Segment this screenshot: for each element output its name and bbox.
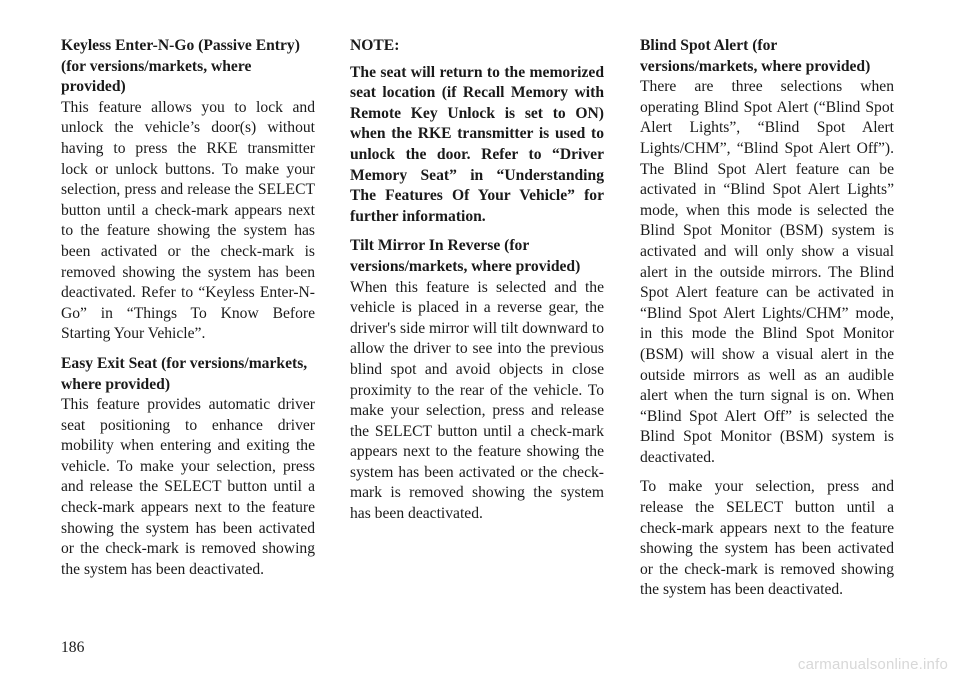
note-text: The seat will return to the memorized seat location (if Recall Memory with Remote Key Unlock is set to ON) when the RKE transmitter is used to unlock the door. Refer to “Driver Memory Seat” in “Understanding The Features Of Your Vehicle” for further information. bbox=[350, 63, 604, 225]
tilt-mirror-heading: Tilt Mirror In Reverse (for versions/markets, where provided) bbox=[350, 237, 581, 275]
page-number: 186 bbox=[61, 639, 85, 656]
watermark: carmanualsonline.info bbox=[797, 656, 948, 674]
blind-spot-alert-heading: Blind Spot Alert (for versions/markets, where provided) bbox=[640, 37, 871, 75]
tilt-mirror-body: When this feature is selected and the vehicle is placed in a reverse gear, the driver's side mirror will tilt downward to allow the driver to see into the previous blind spot and avoid objects in close proximity to the rear of the vehicle. To make your selection, press and release the SELECT button until a check-mark appears next to the feature showing the system has been activated or the check-mark is removed showing the system has been deactivated. bbox=[350, 278, 604, 523]
blind-spot-alert-body-2: To make your selection, press and release the SELECT button until a check-mark appears next to the feature showing the system has been activated or the check-mark is removed showing the system has been deactivated. bbox=[640, 478, 894, 599]
blind-spot-alert-body: There are three selections when operating Blind Spot Alert (“Blind Spot Alert Lights”, “Blind Spot Alert Lights/CHM”, “Blind Spot Alert Off”). The Blind Spot Alert feature can be activated in “Blind Spot Alert Lights” mode, when this mode is selected the Blind Spot Monitor (BSM) system is activated and will only show a visual alert in the outside mirrors. The Blind Spot Alert feature can be activated in “Blind Spot Alert Lights/CHM” mode, in this mode the Blind Spot Monitor (BSM) will show a visual alert in the outside mirrors as well as an audible alert when the turn signal is on. When “Blind Spot Alert Off” is selected the Blind Spot Monitor (BSM) system is deactivated. bbox=[640, 78, 894, 466]
keyless-enter-n-go-heading: Keyless Enter-N-Go (Passive Entry) (for versions/markets, where provided) bbox=[61, 37, 300, 96]
column-left bbox=[61, 36, 315, 580]
easy-exit-seat-heading: Easy Exit Seat (for versions/markets, where provided) bbox=[61, 354, 308, 393]
column-middle bbox=[350, 36, 604, 525]
column-right bbox=[640, 36, 894, 601]
keyless-enter-n-go-body: This feature allows you to lock and unlock the vehicle’s door(s) without having to press the RKE transmitter lock or unlock buttons. To make your selection, press and release the SELECT button until a check-mark appears next to the feature showing the system has been activated or the check-mark is removed showing the system has been deactivated. Refer to “Keyless Enter-N-Go” in “Things To Know Before Starting Your Vehicle”. bbox=[61, 98, 315, 343]
note-label: NOTE: bbox=[350, 37, 400, 54]
easy-exit-seat-body: This feature provides automatic driver seat positioning to enhance driver mobility when entering and exiting the vehicle. To make your selection, press and release the SELECT button until a check-mark appears next to the feature showing the system has been activated or the check-mark is removed showing the system has been deactivated. bbox=[61, 396, 315, 578]
